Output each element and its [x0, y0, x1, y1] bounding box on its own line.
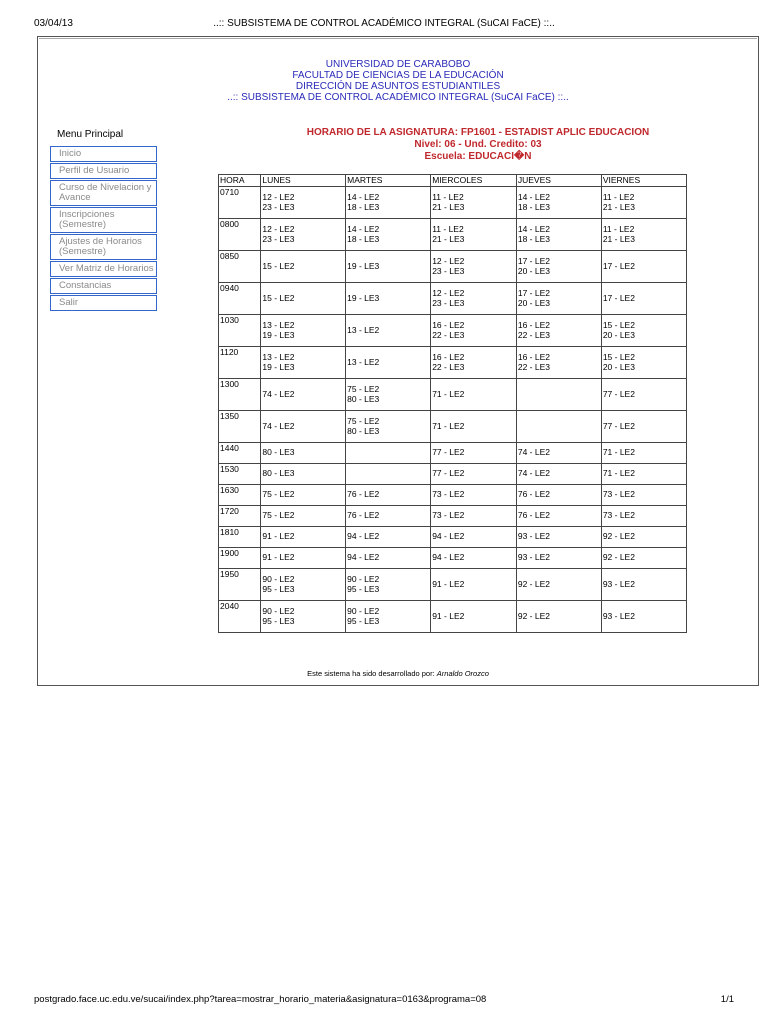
schedule-cell: 90 - LE2 95 - LE3: [261, 569, 346, 601]
menu-title: Menu Principal: [57, 129, 124, 140]
table-row: [219, 411, 687, 443]
column-header-lunes: LUNES: [261, 175, 346, 187]
schedule-cell: 94 - LE2: [346, 548, 431, 569]
print-title: ..:: SUBSISTEMA DE CONTROL ACADÉMICO INTEGRAL (SuCAI FaCE) ::..: [213, 18, 555, 29]
credits-text: Este sistema ha sido desarrollado por:: [307, 669, 435, 678]
schedule-cell: 90 - LE2 95 - LE3: [346, 569, 431, 601]
schedule-cell: 77 - LE2: [431, 443, 517, 464]
schedule-cell: 11 - LE2 21 - LE3: [601, 219, 686, 251]
schedule-cell: 74 - LE2: [261, 411, 346, 443]
print-page-number: 1/1: [720, 994, 734, 1005]
schedule-cell: 16 - LE2 22 - LE3: [431, 315, 517, 347]
schedule-cell: 77 - LE2: [431, 464, 517, 485]
menu-list: [50, 146, 165, 311]
schedule-cell: 92 - LE2: [601, 527, 686, 548]
print-url: postgrado.face.uc.edu.ve/sucai/index.php?tarea=mostrar_horario_materia&asignatura=0163&programa=08: [34, 994, 487, 1005]
schedule-cell: 11 - LE2 21 - LE3: [601, 187, 686, 219]
schedule-cell: 13 - LE2: [346, 347, 431, 379]
schedule-cell: 14 - LE2 18 - LE3: [346, 187, 431, 219]
frame-divider: [39, 38, 757, 39]
schedule-cell: 94 - LE2: [346, 527, 431, 548]
schedule-cell: 74 - LE2: [516, 464, 601, 485]
schedule-cell: 76 - LE2: [516, 485, 601, 506]
table-row: [219, 219, 687, 251]
table-row: [219, 527, 687, 548]
schedule-cell: 93 - LE2: [601, 569, 686, 601]
column-header-miercoles: MIERCOLES: [431, 175, 517, 187]
print-header: [34, 18, 734, 32]
hora-cell: 1950: [219, 569, 261, 601]
column-header-martes: MARTES: [346, 175, 431, 187]
schedule-cell: 11 - LE2 21 - LE3: [431, 187, 517, 219]
schedule-cell: 77 - LE2: [601, 411, 686, 443]
menu-item-perfil-de-usuario[interactable]: Perfil de Usuario: [50, 163, 157, 179]
table-row: [219, 548, 687, 569]
schedule-cell: 75 - LE2 80 - LE3: [346, 411, 431, 443]
schedule-cell: 75 - LE2: [261, 506, 346, 527]
hora-cell: 1440: [219, 443, 261, 464]
schedule-cell: 13 - LE2: [346, 315, 431, 347]
schedule-cell: 15 - LE2 20 - LE3: [601, 315, 686, 347]
subject-school: Escuela: EDUCACI�N: [424, 151, 532, 162]
schedule-cell: 75 - LE2: [261, 485, 346, 506]
schedule-cell: 16 - LE2 22 - LE3: [516, 347, 601, 379]
schedule-cell: [516, 379, 601, 411]
schedule-cell: 19 - LE3: [346, 251, 431, 283]
schedule-cell: 92 - LE2: [516, 601, 601, 633]
table-row: [219, 443, 687, 464]
schedule-cell: 74 - LE2: [261, 379, 346, 411]
schedule-cell: 12 - LE2 23 - LE3: [261, 219, 346, 251]
hora-cell: 1030: [219, 315, 261, 347]
schedule-cell: 93 - LE2: [601, 601, 686, 633]
schedule-cell: 94 - LE2: [431, 527, 517, 548]
schedule-cell: 73 - LE2: [601, 485, 686, 506]
schedule-cell: 77 - LE2: [601, 379, 686, 411]
schedule-cell: 91 - LE2: [431, 601, 517, 633]
schedule-cell: 16 - LE2 22 - LE3: [431, 347, 517, 379]
hora-cell: 1720: [219, 506, 261, 527]
hora-cell: 0710: [219, 187, 261, 219]
column-header-viernes: VIERNES: [601, 175, 686, 187]
schedule-cell: 73 - LE2: [431, 506, 517, 527]
org-line-faculty: FACULTAD DE CIENCIAS DE LA EDUCACIÓN: [292, 70, 504, 81]
schedule-cell: 91 - LE2: [261, 527, 346, 548]
table-row: [219, 315, 687, 347]
schedule-cell: 16 - LE2 22 - LE3: [516, 315, 601, 347]
hora-cell: 1530: [219, 464, 261, 485]
schedule-cell: 91 - LE2: [431, 569, 517, 601]
schedule-cell: 12 - LE2 23 - LE3: [431, 251, 517, 283]
menu-item-curso-de-nivelacion-y-avance[interactable]: Curso de Nivelacion y Avance: [50, 180, 157, 206]
schedule-cell: [516, 411, 601, 443]
org-line-system: ..:: SUBSISTEMA DE CONTROL ACADÉMICO INTEGRAL (SuCAI FaCE) ::..: [227, 92, 569, 103]
menu-item-ver-matriz-de-horarios[interactable]: Ver Matriz de Horarios: [50, 261, 157, 277]
hora-cell: 1900: [219, 548, 261, 569]
schedule-body: [219, 187, 687, 633]
schedule-cell: 80 - LE3: [261, 443, 346, 464]
schedule-header-row: [219, 175, 687, 187]
column-header-jueves: JUEVES: [516, 175, 601, 187]
hora-cell: 1120: [219, 347, 261, 379]
schedule-cell: 11 - LE2 21 - LE3: [431, 219, 517, 251]
table-row: [219, 506, 687, 527]
schedule-cell: 71 - LE2: [431, 379, 517, 411]
org-line-university: UNIVERSIDAD DE CARABOBO: [325, 59, 471, 70]
schedule-cell: 17 - LE2: [601, 283, 686, 315]
schedule-cell: [346, 443, 431, 464]
hora-cell: 2040: [219, 601, 261, 633]
credits-author: Arnaldo Orozco: [436, 669, 489, 678]
credits-footer: [38, 669, 758, 678]
schedule-cell: 76 - LE2: [346, 506, 431, 527]
schedule-cell: 14 - LE2 18 - LE3: [346, 219, 431, 251]
schedule-cell: 90 - LE2 95 - LE3: [261, 601, 346, 633]
schedule-cell: 92 - LE2: [516, 569, 601, 601]
menu-item-inicio[interactable]: Inicio: [50, 146, 157, 162]
subject-heading: [218, 127, 738, 163]
schedule-cell: 14 - LE2 18 - LE3: [516, 187, 601, 219]
hora-cell: 0850: [219, 251, 261, 283]
schedule-cell: 76 - LE2: [346, 485, 431, 506]
schedule-cell: 73 - LE2: [601, 506, 686, 527]
schedule-cell: [346, 464, 431, 485]
schedule-cell: 12 - LE2 23 - LE3: [261, 187, 346, 219]
schedule-cell: 92 - LE2: [601, 548, 686, 569]
schedule-cell: 17 - LE2 20 - LE3: [516, 251, 601, 283]
schedule-cell: 19 - LE3: [346, 283, 431, 315]
hora-cell: 1300: [219, 379, 261, 411]
table-row: [219, 347, 687, 379]
table-row: [219, 251, 687, 283]
schedule-cell: 75 - LE2 80 - LE3: [346, 379, 431, 411]
org-header: [38, 59, 758, 103]
org-line-direction: DIRECCIÓN DE ASUNTOS ESTUDIANTILES: [295, 81, 501, 92]
table-row: [219, 601, 687, 633]
subject-title: HORARIO DE LA ASIGNATURA: FP1601 - ESTADIST APLIC EDUCACION: [306, 127, 650, 138]
schedule-cell: 76 - LE2: [516, 506, 601, 527]
schedule-cell: 71 - LE2: [601, 464, 686, 485]
schedule-cell: 73 - LE2: [431, 485, 517, 506]
schedule-cell: 91 - LE2: [261, 548, 346, 569]
schedule-cell: 93 - LE2: [516, 527, 601, 548]
menu-item-salir[interactable]: Salir: [50, 295, 157, 311]
schedule-cell: 17 - LE2 20 - LE3: [516, 283, 601, 315]
schedule-cell: 94 - LE2: [431, 548, 517, 569]
menu-item-constancias[interactable]: Constancias: [50, 278, 157, 294]
schedule-cell: 71 - LE2: [601, 443, 686, 464]
schedule-cell: 17 - LE2: [601, 251, 686, 283]
table-row: [219, 283, 687, 315]
schedule-cell: 71 - LE2: [431, 411, 517, 443]
menu-item-inscripciones-semestre[interactable]: Inscripciones (Semestre): [50, 207, 157, 233]
schedule-cell: 12 - LE2 23 - LE3: [431, 283, 517, 315]
schedule-cell: 93 - LE2: [516, 548, 601, 569]
schedule-cell: 13 - LE2 19 - LE3: [261, 347, 346, 379]
hora-cell: 1350: [219, 411, 261, 443]
table-row: [219, 187, 687, 219]
table-row: [219, 379, 687, 411]
hora-cell: 0800: [219, 219, 261, 251]
hora-cell: 1630: [219, 485, 261, 506]
hora-cell: 1810: [219, 527, 261, 548]
print-date: 03/04/13: [34, 18, 73, 29]
schedule-cell: 14 - LE2 18 - LE3: [516, 219, 601, 251]
schedule-cell: 90 - LE2 95 - LE3: [346, 601, 431, 633]
subject-level: Nivel: 06 - Und. Credito: 03: [414, 139, 542, 150]
table-row: [219, 569, 687, 601]
schedule-cell: 15 - LE2 20 - LE3: [601, 347, 686, 379]
column-header-hora: HORA: [219, 175, 261, 187]
table-row: [219, 485, 687, 506]
schedule-table: [218, 174, 687, 633]
table-row: [219, 464, 687, 485]
schedule-cell: 80 - LE3: [261, 464, 346, 485]
schedule-cell: 15 - LE2: [261, 283, 346, 315]
main-menu: [50, 129, 165, 312]
menu-item-ajustes-de-horarios-semestre[interactable]: Ajustes de Horarios (Semestre): [50, 234, 157, 260]
hora-cell: 0940: [219, 283, 261, 315]
schedule-cell: 74 - LE2: [516, 443, 601, 464]
page-frame: [37, 36, 759, 686]
schedule-cell: 15 - LE2: [261, 251, 346, 283]
schedule-cell: 13 - LE2 19 - LE3: [261, 315, 346, 347]
